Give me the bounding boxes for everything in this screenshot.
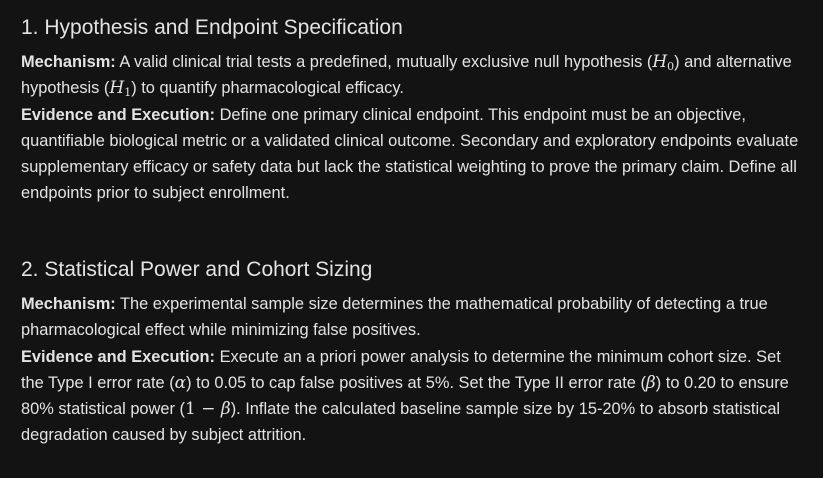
h0-subscript: 0 bbox=[667, 60, 675, 73]
mechanism-text: A valid clinical trial tests a predefined, mutually exclusive null hypothesis ( bbox=[115, 53, 653, 71]
alpha-symbol: α bbox=[174, 372, 187, 393]
power-expression-one: 1 − bbox=[184, 399, 221, 420]
h1-symbol: H bbox=[109, 78, 125, 99]
h1-subscript: 1 bbox=[124, 86, 132, 100]
evidence-text: Define one primary clinical endpoint. This endpoint must be an objective, quantifiable biological metric or a validated clinical outcome. Secondary and exploratory endpoints evaluate supplementary efficacy or safety data but lack the statistical weighting to prove the primary claim. Define all endpoints prior to subject enrollment. bbox=[21, 105, 799, 203]
mechanism-label: Mechanism: bbox=[21, 53, 116, 71]
evidence-paragraph bbox=[21, 102, 803, 207]
h1-math bbox=[109, 78, 131, 98]
power-expression bbox=[185, 399, 231, 419]
h0-symbol: H bbox=[652, 52, 668, 72]
evidence-text: ) to 0.20 to ensure 80% statistical power ( bbox=[21, 373, 789, 419]
section-power bbox=[21, 255, 803, 449]
evidence-label: Evidence and Execution: bbox=[21, 105, 216, 124]
h0-math bbox=[652, 52, 674, 72]
evidence-paragraph bbox=[21, 344, 803, 449]
mechanism-text: The experimental sample size determines the mathematical probability of detecting a true pharmacological effect while minimizing false positives. bbox=[21, 295, 768, 340]
mechanism-text: ) and alternative hypothesis ( bbox=[21, 53, 792, 98]
mechanism-paragraph bbox=[21, 291, 803, 344]
beta-symbol: β bbox=[645, 372, 656, 393]
evidence-text: Execute an a priori power analysis to determine the minimum cohort size. Set the Type I error rate ( bbox=[21, 347, 781, 392]
section-hypothesis bbox=[21, 13, 803, 207]
mechanism-text: ) to quantify pharmacological efficacy. bbox=[131, 79, 404, 98]
mechanism-paragraph bbox=[21, 49, 803, 102]
evidence-text: ). Inflate the calculated baseline sample size by 15-20% to absorb statistical degradation caused by subject attrition. bbox=[21, 400, 781, 445]
section-heading: 2. Statistical Power and Cohort Sizing bbox=[21, 258, 373, 281]
evidence-label: Evidence and Execution: bbox=[21, 347, 216, 366]
evidence-text: ) to 0.05 to cap false positives at 5%. Set the Type II error rate ( bbox=[186, 373, 646, 392]
section-heading: 1. Hypothesis and Endpoint Specification bbox=[21, 16, 403, 39]
power-expression-beta: β bbox=[220, 399, 231, 420]
mechanism-label: Mechanism: bbox=[21, 295, 116, 313]
